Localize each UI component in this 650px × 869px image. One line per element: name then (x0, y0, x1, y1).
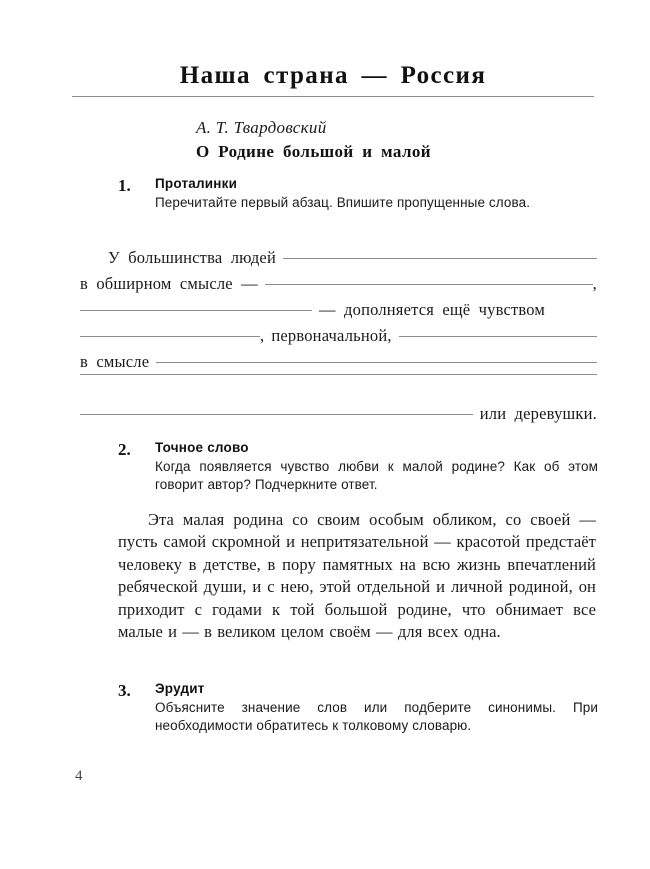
fill-row-2-comma: , (592, 274, 597, 293)
blank-line-1[interactable] (283, 258, 597, 259)
page-number: 4 (75, 768, 83, 784)
blank-line-3[interactable] (80, 310, 312, 311)
task-3-body (155, 681, 598, 735)
blank-line-4[interactable] (80, 336, 260, 337)
fill-row-2-text: в обширном смысле — (80, 274, 258, 293)
fill-row-2 (80, 274, 597, 300)
blank-line-8[interactable] (80, 414, 473, 415)
work-title: О Родине большой и малой (196, 141, 431, 161)
task-2 (118, 440, 598, 494)
fill-row-5-text: в смысле (80, 352, 150, 371)
task-2-label: Точное слово (155, 440, 249, 455)
byline (196, 119, 596, 161)
task-3-instruction: Объясните значение слов или подберите синонимы. При необходимости обратитесь к толковому словарю. (155, 699, 598, 733)
fill-row-4-comma: , (260, 326, 265, 345)
fill-row-7-text: или деревушки. (479, 404, 597, 423)
task-3-label: Эрудит (155, 681, 205, 696)
task-1-body (155, 176, 598, 212)
quotation-passage[interactable]: Эта малая родина со своим особым обликом, со своей — пусть самой скромной и непритязательной — красотой предстаёт человеку в детстве, в пору памятных на всю жизнь впечатлений ребяческой души, и с нею, этой отдельной и личной родиной, он приходит с годами к той большой родине, что обнимает все малые и — в великом целом своём — для всех одна. (118, 510, 596, 642)
fill-in-blanks-area (80, 248, 597, 430)
fill-row-3-text: — дополняется ещё чувством (319, 300, 546, 319)
blank-line-2[interactable] (265, 284, 593, 285)
fill-row-6 (80, 378, 597, 404)
task-1-instruction: Перечитайте первый абзац. Впишите пропущенные слова. (155, 194, 531, 210)
task-1-number: 1. (118, 176, 131, 195)
page-header (72, 62, 594, 97)
task-2-number: 2. (118, 440, 131, 459)
author-name: А. Т. Твардовский (196, 118, 327, 137)
blank-line-7[interactable] (80, 374, 597, 375)
blank-line-5[interactable] (399, 336, 597, 337)
fill-row-4 (80, 326, 597, 352)
task-1-label: Проталинки (155, 176, 238, 191)
fill-row-1-text: У большинства людей (108, 248, 276, 267)
fill-row-3 (80, 300, 597, 326)
fill-row-7 (80, 404, 597, 430)
task-1 (118, 176, 598, 212)
fill-row-1 (80, 248, 597, 274)
fill-row-4-text: первоначальной, (271, 326, 392, 345)
page-title: Наша страна — Россия (179, 62, 487, 89)
task-2-instruction: Когда появляется чувство любви к малой родине? Как об этом говорит автор? Подчеркните ответ. (155, 458, 598, 492)
task-2-body (155, 440, 598, 494)
header-divider (72, 96, 594, 97)
task-3 (118, 681, 598, 735)
task-3-number: 3. (118, 681, 131, 700)
blank-line-6[interactable] (156, 362, 597, 363)
